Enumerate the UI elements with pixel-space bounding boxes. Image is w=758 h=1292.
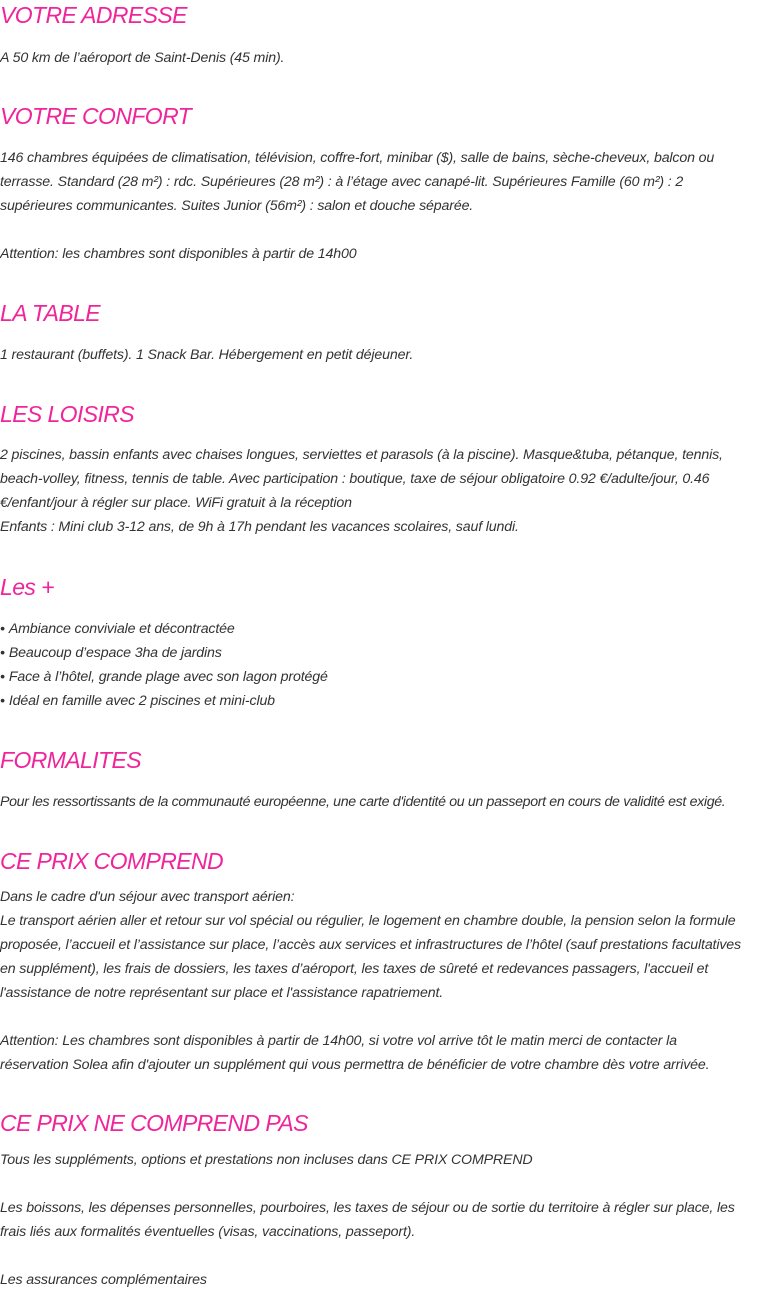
- ne-comprend-pas-line: Les boissons, les dépenses personnelles, pourboires, les taxes de séjour ou de sortie du territoire à régler sur place, les: [0, 1200, 735, 1216]
- comprend-text: [0, 885, 758, 1005]
- confort-line: supérieures communicantes. Suites Junior (56m²) : salon et douche séparée.: [0, 198, 474, 214]
- comprend-line: en supplément), les frais de dossiers, les taxes d’aéroport, les taxes de sûreté et redevances passagers, l'accueil et: [0, 961, 709, 977]
- plus-list-item: • Ambiance conviviale et décontractée: [0, 617, 758, 641]
- table-text: 1 restaurant (buffets). 1 Snack Bar. Hébergement en petit déjeuner.: [0, 347, 414, 363]
- confort-line: 146 chambres équipées de climatisation, télévision, coffre-fort, minibar ($), salle de bains, sèche-cheveux, balcon ou: [0, 150, 715, 166]
- section-title-formalites: FORMALITES: [0, 747, 141, 773]
- section-title-confort: VOTRE CONFORT: [0, 103, 192, 129]
- loisirs-line: Enfants : Mini club 3-12 ans, de 9h à 17h pendant les vacances scolaires, sauf lundi.: [0, 519, 519, 535]
- section-title-adresse: VOTRE ADRESSE: [0, 2, 187, 28]
- ne-comprend-pas-line: frais liés aux formalités éventuelles (visas, vaccinations, passeport).: [0, 1224, 416, 1240]
- ne-comprend-pas-assurances: Les assurances complémentaires: [0, 1272, 207, 1288]
- loisirs-line: 2 piscines, bassin enfants avec chaises longues, serviettes et parasols (à la piscine). Masque&tuba, pétanque, tennis,: [0, 447, 723, 463]
- plus-list: [0, 617, 758, 713]
- plus-list-item: • Beaucoup d’espace 3ha de jardins: [0, 641, 758, 665]
- comprend-line: Dans le cadre d'un séjour avec transport aérien:: [0, 889, 295, 905]
- loisirs-text: [0, 443, 758, 539]
- section-title-loisirs: LES LOISIRS: [0, 401, 135, 427]
- ne-comprend-pas-details: [0, 1196, 758, 1244]
- section-title-plus: Les +: [0, 574, 54, 600]
- section-title-comprend: CE PRIX COMPREND: [0, 848, 223, 874]
- adresse-text: A 50 km de l’aéroport de Saint-Denis (45 min).: [0, 50, 285, 66]
- section-title-ne-comprend-pas: CE PRIX NE COMPREND PAS: [0, 1110, 308, 1136]
- confort-text: [0, 146, 758, 218]
- plus-list-item: • Idéal en famille avec 2 piscines et mini-club: [0, 689, 758, 713]
- loisirs-line: €/enfant/jour à régler sur place. WiFi gratuit à la réception: [0, 495, 352, 511]
- confort-attention: Attention: les chambres sont disponibles à partir de 14h00: [0, 246, 357, 262]
- loisirs-line: beach-volley, fitness, tennis de table. Avec participation : boutique, taxe de séjour obligatoire 0.92 €/adulte/jour, 0.46: [0, 471, 710, 487]
- comprend-attention-line: réservation Solea afin d'ajouter un supplément qui vous permettra de bénéficier de votre chambre dès votre arrivée.: [0, 1057, 710, 1073]
- confort-line: terrasse. Standard (28 m²) : rdc. Supérieures (28 m²) : à l’étage avec canapé-lit. Supérieures Famille (60 m²) : 2: [0, 174, 684, 190]
- comprend-line: Le transport aérien aller et retour sur vol spécial ou régulier, le logement en chambre double, la pension selon la formule: [0, 913, 736, 929]
- section-title-table: LA TABLE: [0, 300, 101, 326]
- formalites-text: Pour les ressortissants de la communauté européenne, une carte d'identité ou un passeport en cours de validité est exigé.: [0, 794, 726, 810]
- comprend-attention-line: Attention: Les chambres sont disponibles à partir de 14h00, si votre vol arrive tôt le matin merci de contacter la: [0, 1033, 677, 1049]
- ne-comprend-pas-text: Tous les suppléments, options et prestations non incluses dans CE PRIX COMPREND: [0, 1152, 533, 1168]
- comprend-attention: [0, 1029, 758, 1077]
- plus-list-item: • Face à l’hôtel, grande plage avec son lagon protégé: [0, 665, 758, 689]
- comprend-line: l'assistance de notre représentant sur place et l'assistance rapatriement.: [0, 985, 444, 1001]
- comprend-line: proposée, l’accueil et l’assistance sur place, l’accès aux services et infrastructures de l’hôtel (sauf prestations facultatives: [0, 937, 741, 953]
